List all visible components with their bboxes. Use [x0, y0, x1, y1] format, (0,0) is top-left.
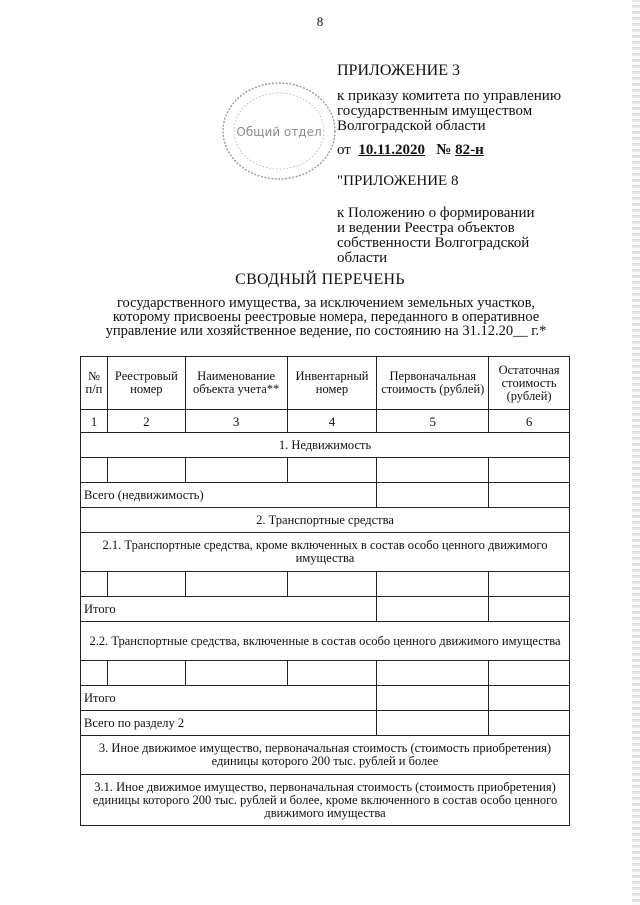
- column-number: 1: [81, 410, 108, 433]
- table-cell: [377, 661, 489, 686]
- total-label: Итого: [81, 597, 377, 622]
- column-header: Инвентарный номер: [287, 357, 377, 410]
- table-cell: [107, 661, 185, 686]
- table-cell: [489, 686, 570, 711]
- empty-data-row: [81, 458, 570, 483]
- subtitle-line: государственного имущества, за исключением земельных участков,: [116, 295, 536, 311]
- table-cell: [377, 572, 489, 597]
- number-prefix: №: [436, 142, 452, 158]
- subsection-row: [81, 775, 570, 826]
- regulation-line: к Положению о формировании: [337, 205, 535, 221]
- regulation-line: и ведении Реестра объектов: [337, 220, 515, 236]
- document-subtitle: [86, 296, 566, 338]
- table-cell: [107, 458, 185, 483]
- empty-data-row: [81, 661, 570, 686]
- total-row: [81, 686, 570, 711]
- table-cell: [489, 458, 570, 483]
- section-row: [81, 508, 570, 533]
- table-cell: [377, 483, 489, 508]
- section-heading: 2. Транспортные средства: [81, 508, 570, 533]
- page-number: 8: [316, 14, 324, 29]
- column-number: 3: [185, 410, 287, 433]
- scan-edge: [632, 0, 640, 905]
- section-heading: 1. Недвижимость: [81, 433, 570, 458]
- order-line: Волгоградской области: [337, 118, 486, 134]
- table-cell: [377, 686, 489, 711]
- table-cell: [489, 483, 570, 508]
- table-cell: [489, 711, 570, 736]
- total-label: Итого: [81, 686, 377, 711]
- total-row: [81, 483, 570, 508]
- column-number: 2: [107, 410, 185, 433]
- stamp-text: Общий отдел: [236, 125, 322, 139]
- table-cell: [185, 661, 287, 686]
- order-date-line: [337, 143, 484, 158]
- section-row: [81, 433, 570, 458]
- table-cell: [287, 572, 377, 597]
- subtitle-line: которому присвоены реестровые номера, переданного в оперативное: [112, 309, 540, 325]
- subsection-row: [81, 533, 570, 572]
- regulation-line: области: [337, 250, 388, 266]
- regulation-line: собственности Волгоградской: [337, 235, 530, 251]
- subsection-heading: 2.2. Транспортные средства, включенные в состав особо ценного движимого имущества: [81, 622, 570, 661]
- total-row: [81, 711, 570, 736]
- order-line: государственным имуществом: [337, 103, 533, 119]
- column-number: 6: [489, 410, 570, 433]
- column-header: Первоначальная стоимость (рублей): [377, 357, 489, 410]
- official-stamp: [216, 76, 342, 186]
- empty-data-row: [81, 572, 570, 597]
- subsection-heading: 2.1. Транспортные средства, кроме включенных в состав особо ценного движимого имущества: [81, 533, 570, 572]
- table-cell: [287, 458, 377, 483]
- appendix-8-label: "ПРИЛОЖЕНИЕ 8: [337, 173, 459, 189]
- table-cell: [489, 661, 570, 686]
- table-cell: [489, 572, 570, 597]
- column-number: 4: [287, 410, 377, 433]
- column-header: Остаточная стоимость (рублей): [489, 357, 570, 410]
- order-line: к приказу комитета по управлению: [337, 88, 562, 104]
- order-reference: [337, 89, 577, 134]
- document-title: СВОДНЫЙ ПЕРЕЧЕНЬ: [235, 271, 405, 288]
- subsection-row: [81, 622, 570, 661]
- column-number-row: [81, 410, 570, 433]
- property-table: [80, 356, 570, 826]
- total-row: [81, 597, 570, 622]
- total-label: Всего по разделу 2: [81, 711, 377, 736]
- column-number: 5: [377, 410, 489, 433]
- appendix-3-label: ПРИЛОЖЕНИЕ 3: [337, 62, 461, 79]
- table-header-row: [81, 357, 570, 410]
- column-header: Реестровый номер: [107, 357, 185, 410]
- table-cell: [185, 572, 287, 597]
- table-cell: [107, 572, 185, 597]
- regulation-reference: [337, 206, 567, 266]
- table-cell: [81, 458, 108, 483]
- table-cell: [81, 661, 108, 686]
- subsection-heading: 3.1. Иное движимое имущество, первоначальная стоимость (стоимость приобретения) единицы которого 200 тыс. рублей и более, кроме включенного в состав особо ценного движимого имущества: [81, 775, 570, 826]
- table-cell: [489, 597, 570, 622]
- section-heading: 3. Иное движимое имущество, первоначальная стоимость (стоимость приобретения) единицы которого 200 тыс. рублей и более: [81, 736, 570, 775]
- section-row: [81, 736, 570, 775]
- subtitle-line: управление или хозяйственное ведение, по состоянию на 31.12.20__ г.*: [105, 323, 547, 339]
- order-date: 10.11.2020: [358, 142, 426, 158]
- table-cell: [377, 458, 489, 483]
- order-number: 82-н: [455, 142, 484, 158]
- table-cell: [287, 661, 377, 686]
- date-prefix: от: [337, 142, 351, 158]
- table-cell: [377, 597, 489, 622]
- column-header: Наименование объекта учета**: [185, 357, 287, 410]
- total-label: Всего (недвижимость): [81, 483, 377, 508]
- table-cell: [185, 458, 287, 483]
- column-header: № п/п: [81, 357, 108, 410]
- table-cell: [81, 572, 108, 597]
- table-cell: [377, 711, 489, 736]
